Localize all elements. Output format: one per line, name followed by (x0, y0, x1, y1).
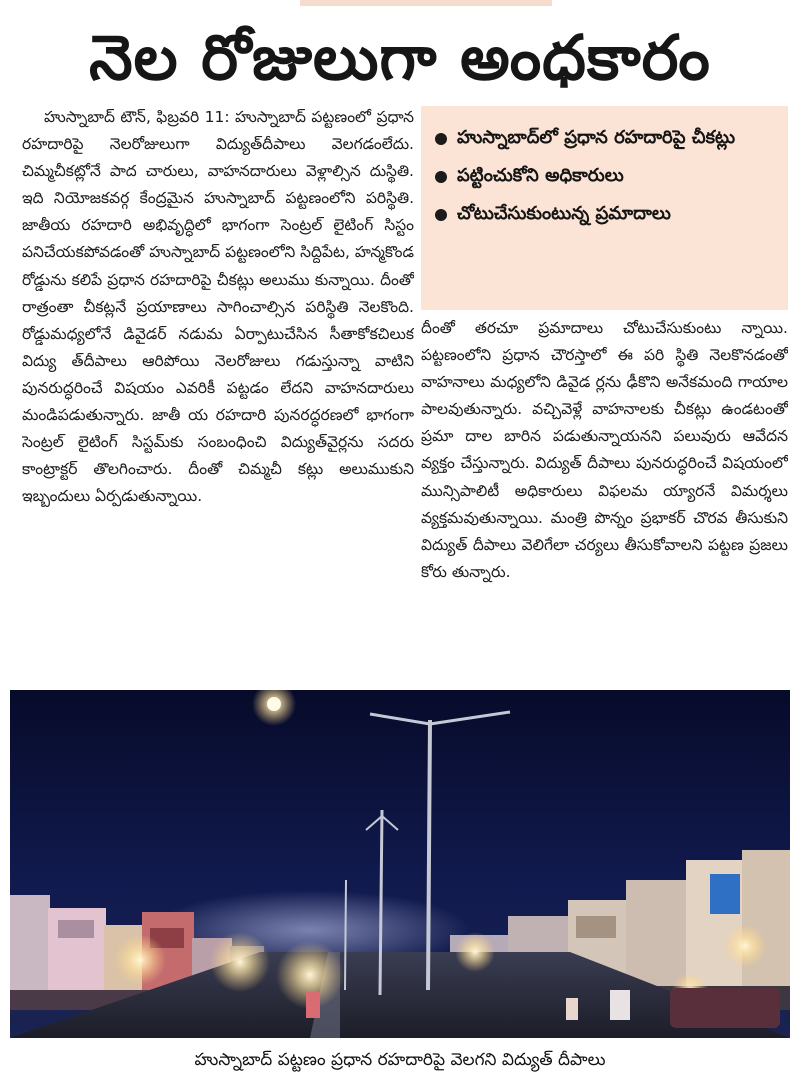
highlights-box (421, 106, 788, 310)
bullet-icon (435, 171, 447, 183)
highlight-item (435, 124, 774, 152)
article-paragraph-right: దీంతో తరచూ ప్రమాదాలు చోటుచేసుకుంటు న్నాయి. పట్టణంలోని ప్రధాన చౌరస్తాలో ఈ పరి స్థితి నెలకొనడంతో వాహనాలు మధ్యలోని డివైడ ర్లను ఢీకొని అనేకమంది గాయాల పాలవుతున్నారు. వచ్చివెళ్లే వాహనాలకు చీకట్లు ఉండటంతో ప్రమా దాల బారిన పడుతున్నాయనని పలువురు ఆవేదన వ్యక్తం చేస్తున్నారు. విద్యుత్ దీపాలు పునరుద్ధరించే విషయంలో మున్సిపాలిటీ అధికారులు విఫలమ య్యారనే విమర్శలు వ్యక్తమవుతున్నాయి. మంత్రి పొన్నం ప్రభాకర్ చొరవ తీసుకుని విద్యుత్ దీపాలు వెలిగేలా చర్యలు తీసుకోవాలని పట్టణ ప్రజలు కోరు తున్నారు. (421, 319, 788, 581)
article-column-right (421, 315, 788, 685)
parked-car (670, 988, 780, 1028)
highlight-text: పట్టించుకోని అధికారులు (457, 165, 624, 186)
shop-light (455, 932, 495, 972)
pedestrian (610, 990, 630, 1020)
shop-light (723, 924, 767, 968)
pedestrian (306, 992, 320, 1018)
bullet-icon (435, 133, 447, 145)
pedestrian (566, 998, 578, 1020)
headline: నెల రోజులుగా అంధకారం (89, 21, 711, 94)
article-column-left (22, 104, 414, 680)
bullet-icon (435, 209, 447, 221)
night-street-illustration (10, 690, 790, 1038)
highlight-item (435, 162, 774, 190)
shop-light (114, 934, 166, 986)
article-paragraph-left: హుస్నాబాద్ టౌన్, ఫిబ్రవరి 11: హుస్నాబాద్ పట్టణంలో ప్రధాన రహదారిపై నెలరోజులుగా విద్యుత్‌దీపాలు వెలగడంలేదు. చిమ్మచీకట్లోనే పాద చారులు, వాహనదారులు వెళ్లాల్సిన దుస్థితి. ఇది నియోజకవర్గ కేంద్రమైన హుస్నాబాద్ పట్టణంలోని పరిస్థితి. జాతీయ రహదారి అభివృద్ధిలో భాగంగా సెంట్రల్ లైటింగ్ సిస్టం పనిచేయకపోవడంతో హుస్నాబాద్ పట్టణంలోని సిద్దిపేట, హన్మకొండ రోడ్డును కలిపే ప్రధాన రహదారిపై చీకట్లు అలుము కున్నాయి. దీంతో రాత్రంతా చీకట్లనే ప్రయాణాలు సాగించాల్సిన పరిస్థితి నెలకొంది. రోడ్డుమధ్యలోనే డివైడర్ నడుమ ఏర్పాటుచేసిన సీతాకోకచిలుక విద్యు త్‌దీపాలు ఆరిపోయి నెలరోజులు గడుస్తున్నా వాటిని పునరుద్ధరించే విషయం ఎవరికీ పట్టడం లేదని వాహనదారులు మండిపడుతున్నారు. జాతీ య రహదారి పునరద్ధరణలో భాగంగా సెంట్రల్ లైటింగ్ సిస్టమ్‌కు సంబంధించి విద్యుత్‌వైర్లను సదరు కాంట్రాక్టర్ తొలగించారు. దీంతో చిమ్మచీ కట్లు అలుముకుని ఇబ్బందులు ఏర్పడుతున్నాయి. (22, 108, 414, 506)
highlight-text: హుస్నాబాద్‌లో ప్రధాన రహదారిపై చీకట్లు (457, 127, 736, 148)
photo-caption: హుస్నాబాద్ పట్టణం ప్రధాన రహదారిపై వెలగని విద్యుత్ దీపాలు (194, 1050, 606, 1070)
highlight-text: చోటుచేసుకుంటున్న ప్రమాదాలు (457, 203, 671, 224)
highlight-item (435, 200, 774, 228)
news-photo (10, 690, 790, 1038)
section-tab (300, 0, 552, 6)
shop-light (210, 932, 270, 992)
